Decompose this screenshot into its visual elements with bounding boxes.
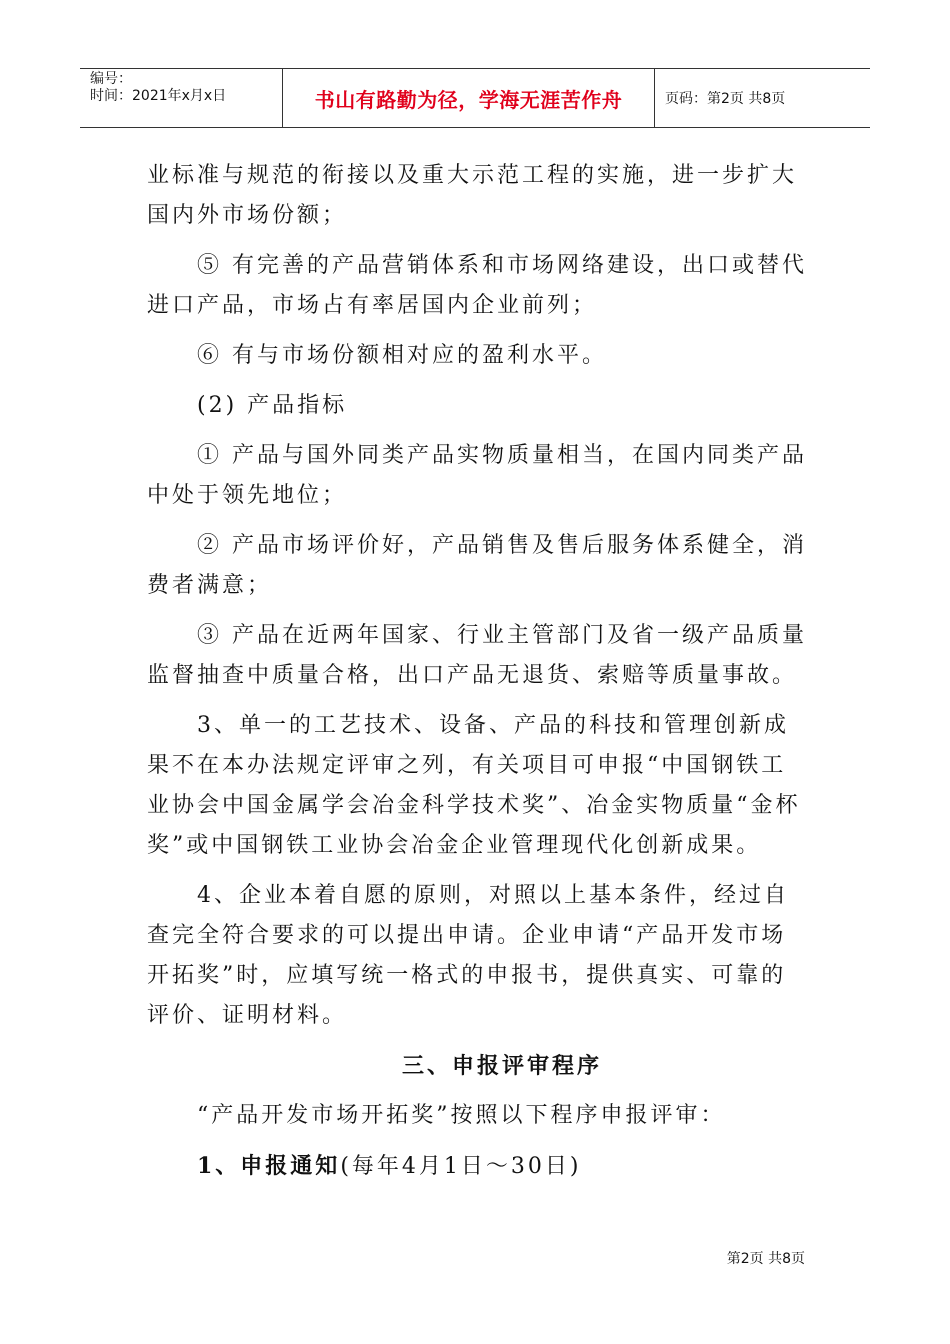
section-intro: “产品开发市场开拓奖”按照以下程序申报评审： — [197, 1103, 726, 1128]
paragraph: (2) 产品指标 — [197, 393, 348, 418]
paragraph: 3、单一的工艺技术、设备、产品的科技和管理创新成果不在本办法规定评审之列，有关项目可申报“中国钢铁工业协会中国金属学会冶金科学技术奖”、冶金实物质量“金杯奖”或中国钢铁工业协会冶金企业管理现代化创新成果。 — [147, 713, 801, 858]
paragraph: 4、企业本着自愿的原则，对照以上基本条件，经过自查完全符合要求的可以提出申请。企业申请“产品开发市场开拓奖”时，应填写统一格式的申报书，提供真实、可靠的评价、证明材料。 — [147, 883, 789, 1028]
step-lead: 1、申报通知 — [197, 1153, 341, 1179]
paragraph: ⑤ 有完善的产品营销体系和市场网络建设，出口或替代进口产品，市场占有率居国内企业前列； — [147, 253, 807, 318]
step-rest: (每年4月1日～30日) — [340, 1154, 582, 1179]
paragraph: ② 产品市场评价好，产品销售及售后服务体系健全，消费者满意； — [147, 533, 807, 598]
page-footer: 第2页 共8页 — [726, 1251, 805, 1267]
header-motto: 书山有路勤为径，学海无涯苦作舟 — [283, 69, 655, 127]
document-body — [147, 156, 807, 1197]
step-item — [147, 1146, 807, 1187]
header-meta — [80, 69, 283, 127]
header-time: 时间：2021年x月x日 — [90, 88, 227, 104]
document-header — [80, 68, 870, 128]
paragraph: ③ 产品在近两年国家、行业主管部门及省一级产品质量监督抽查中质量合格，出口产品无退货、索赔等质量事故。 — [147, 623, 807, 688]
section-heading: 三、申报评审程序 — [401, 1053, 602, 1079]
paragraph: ① 产品与国外同类产品实物质量相当，在国内同类产品中处于领先地位； — [147, 443, 807, 508]
header-number: 编号： — [90, 71, 132, 87]
header-page-info: 页码：第2页 共8页 — [665, 91, 786, 107]
paragraph: ⑥ 有与市场份额相对应的盈利水平。 — [197, 343, 607, 368]
paragraph: 业标准与规范的衔接以及重大示范工程的实施，进一步扩大国内外市场份额； — [147, 163, 798, 228]
